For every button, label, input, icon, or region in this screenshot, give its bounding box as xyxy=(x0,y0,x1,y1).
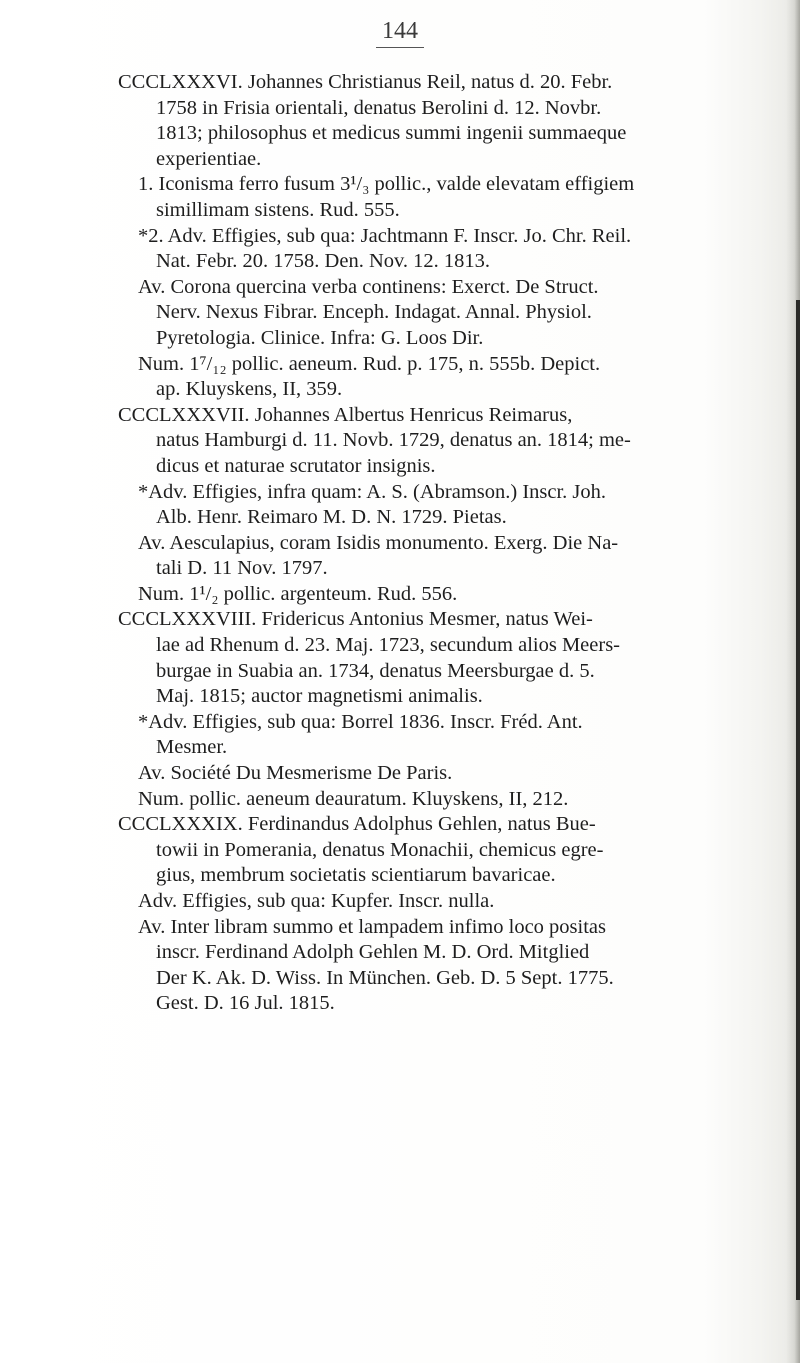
text-line: Alb. Henr. Reimaro M. D. N. 1729. Pietas. xyxy=(156,506,507,529)
text-line: Num. 1¹/₂ pollic. argenteum. Rud. 556. xyxy=(138,582,458,605)
text-line: *Adv. Effigies, sub qua: Borrel 1836. Inscr. Fréd. Ant. xyxy=(138,710,583,733)
entry-heading-line: CCCLXXXIX. Ferdinandus Adolphus Gehlen, natus Bue- xyxy=(118,813,596,836)
text-line: lae ad Rhenum d. 23. Maj. 1723, secundum alios Meers- xyxy=(156,634,621,657)
text-line: Av. Corona quercina verba continens: Exerct. De Struct. xyxy=(138,275,599,298)
text-line: Av. Inter libram summo et lampadem infimo loco positas xyxy=(138,915,606,938)
binding-edge xyxy=(796,300,800,1300)
text-line: dicus et naturae scrutator insignis. xyxy=(156,454,436,477)
text-line: Der K. Ak. D. Wiss. In München. Geb. D. 5 Sept. 1775. xyxy=(156,966,614,989)
text-line: gius, membrum societatis scientiarum bavaricae. xyxy=(156,864,556,887)
text-line: Maj. 1815; auctor magnetismi animalis. xyxy=(156,685,483,708)
text-line: Nerv. Nexus Fibrar. Enceph. Indagat. Annal. Physiol. xyxy=(156,301,592,324)
text-line: natus Hamburgi d. 11. Novb. 1729, denatus an. 1814; me- xyxy=(156,429,631,452)
text-line: Nat. Febr. 20. 1758. Den. Nov. 12. 1813. xyxy=(156,250,491,273)
text-line: Mesmer. xyxy=(156,736,228,759)
entry-heading-line: CCCLXXXVI. Johannes Christianus Reil, natus d. 20. Febr. xyxy=(118,71,613,93)
entry-heading-line: CCCLXXXVII. Johannes Albertus Henricus Reimarus, xyxy=(118,403,573,426)
text-line: simillimam sistens. Rud. 555. xyxy=(156,198,400,221)
text-line: inscr. Ferdinand Adolph Gehlen M. D. Ord. Mitglied xyxy=(156,941,590,964)
text-line: Av. Société Du Mesmerisme De Paris. xyxy=(138,762,453,785)
text-line: Adv. Effigies, sub qua: Kupfer. Inscr. nulla. xyxy=(138,890,495,912)
text-line: tali D. 11 Nov. 1797. xyxy=(156,557,328,580)
text-line: ap. Kluyskens, II, 359. xyxy=(156,378,343,401)
text-line: 1. Iconisma ferro fusum 3¹/₃ pollic., valde elevatam effigiem xyxy=(138,173,635,196)
text-line: Num. pollic. aeneum deauratum. Kluyskens, II, 212. xyxy=(138,787,569,810)
text-line: towii in Pomerania, denatus Monachii, chemicus egre- xyxy=(156,838,604,861)
text-line: burgae in Suabia an. 1734, denatus Meersburgae d. 5. xyxy=(156,659,595,682)
text-line: experientiae. xyxy=(156,147,262,170)
text-line: Gest. D. 16 Jul. 1815. xyxy=(156,992,335,1015)
text-line: 1758 in Frisia orientali, denatus Berolini d. 12. Novbr. xyxy=(156,96,602,119)
catalogue-text xyxy=(118,70,738,1017)
entry-heading-line: CCCLXXXVIII. Fridericus Antonius Mesmer, natus Wei- xyxy=(118,608,593,631)
text-line: *2. Adv. Effigies, sub qua: Jachtmann F. Inscr. Jo. Chr. Reil. xyxy=(138,224,632,247)
page-edge-shadow xyxy=(786,0,800,1363)
text-line: Av. Aesculapius, coram Isidis monumento. Exerg. Die Na- xyxy=(138,531,619,554)
text-line: 1813; philosophus et medicus summi ingenii summaeque xyxy=(156,122,627,145)
text-line: Pyretologia. Clinice. Infra: G. Loos Dir. xyxy=(156,326,484,349)
text-line: *Adv. Effigies, infra quam: A. S. (Abramson.) Inscr. Joh. xyxy=(138,480,607,503)
text-line: Num. 1⁷/₁₂ pollic. aeneum. Rud. p. 175, n. 555b. Depict. xyxy=(138,352,601,375)
page-number: 144 xyxy=(376,18,424,48)
